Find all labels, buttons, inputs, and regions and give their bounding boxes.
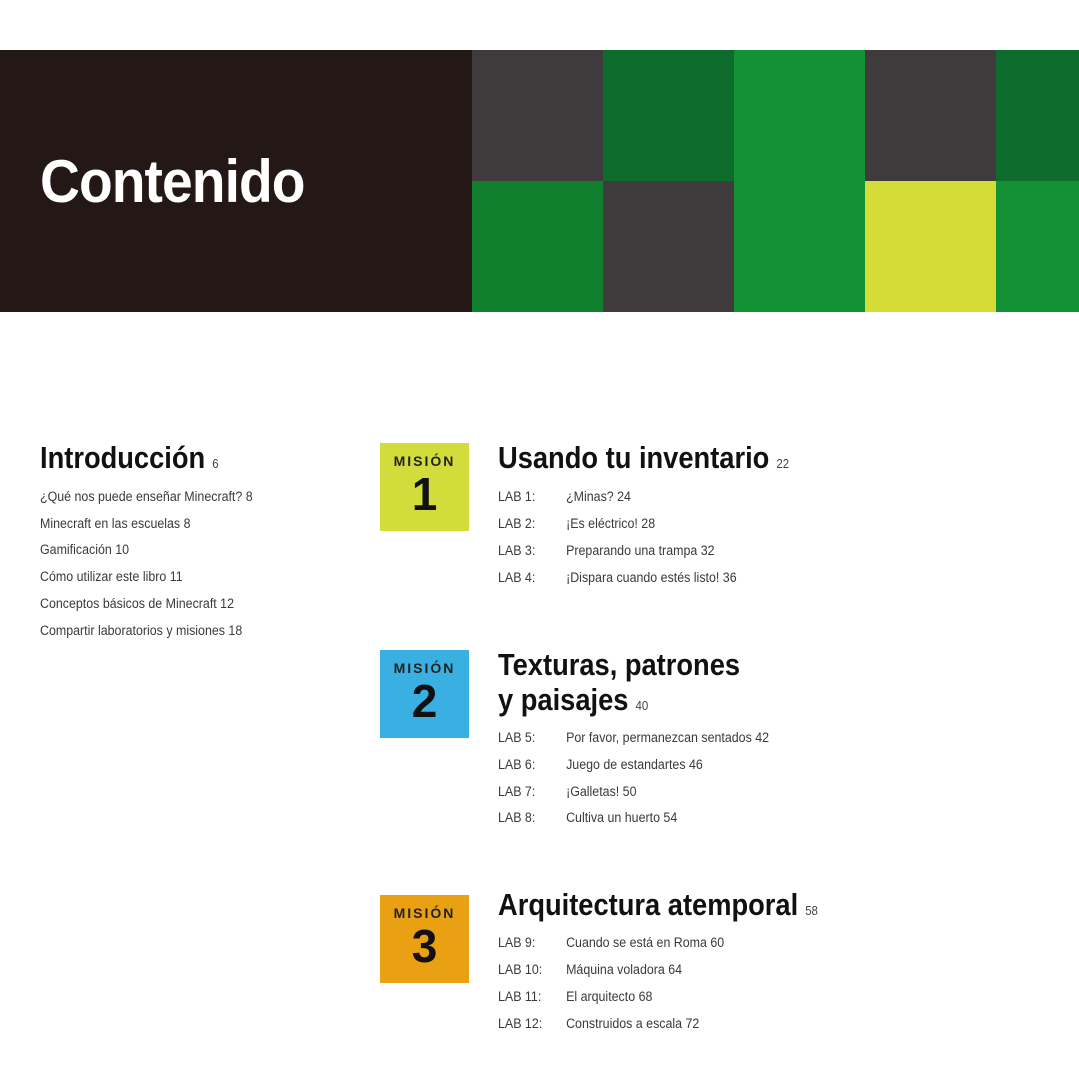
- badge-label: MISIÓN: [393, 660, 456, 676]
- mission-page: 40: [635, 698, 649, 713]
- lab-number: LAB 7:: [498, 784, 536, 799]
- lab-number: LAB 6:: [498, 757, 536, 772]
- pixel-tile: [865, 181, 996, 312]
- lab-title: Cuando se está en Roma 60: [566, 935, 725, 950]
- mission-3-badge: [380, 895, 469, 983]
- lab-number: LAB 4:: [498, 570, 536, 585]
- lab-number: LAB 8:: [498, 810, 536, 825]
- mission-1-badge: [380, 443, 469, 531]
- mission-page: 22: [776, 456, 790, 471]
- mission-1-heading: [498, 440, 789, 482]
- lab-number: LAB 9:: [498, 935, 536, 950]
- mission-title: Usando tu inventario: [498, 440, 770, 475]
- intro-heading: [40, 440, 219, 482]
- lab-item[interactable]: [498, 568, 737, 588]
- lab-title: ¡Galletas! 50: [566, 784, 637, 799]
- lab-title: ¡Es eléctrico! 28: [566, 516, 656, 531]
- pixel-tile: [996, 181, 1079, 312]
- lab-number: LAB 12:: [498, 1016, 543, 1031]
- intro-page: 6: [212, 456, 219, 471]
- toc-item[interactable]: Compartir laboratorios y misiones 18: [40, 623, 243, 638]
- mission-title: Arquitectura atemporal: [498, 887, 799, 922]
- mission-2-heading-line1: Texturas, patrones: [498, 647, 741, 682]
- lab-title: Juego de estandartes 46: [566, 757, 703, 772]
- mission-page: 58: [805, 903, 818, 918]
- pixel-tile: [603, 50, 734, 181]
- lab-title: Máquina voladora 64: [566, 962, 683, 977]
- mission-2-badge: [380, 650, 469, 738]
- lab-title: Construidos a escala 72: [566, 1016, 700, 1031]
- pixel-tile: [472, 50, 603, 181]
- pixel-tile: [996, 50, 1079, 181]
- toc-item[interactable]: Conceptos básicos de Minecraft 12: [40, 596, 235, 611]
- lab-item[interactable]: [498, 987, 652, 1007]
- lab-number: LAB 2:: [498, 516, 536, 531]
- lab-item[interactable]: [498, 514, 655, 534]
- lab-title: Por favor, permanezcan sentados 42: [566, 730, 770, 745]
- lab-number: LAB 3:: [498, 543, 536, 558]
- badge-number: 1: [411, 468, 438, 520]
- lab-title: Cultiva un huerto 54: [566, 810, 678, 825]
- lab-item[interactable]: [498, 487, 631, 507]
- lab-item[interactable]: [498, 960, 682, 980]
- lab-item[interactable]: [498, 808, 677, 828]
- lab-item[interactable]: [498, 755, 703, 775]
- lab-number: LAB 5:: [498, 730, 536, 745]
- toc-item[interactable]: Minecraft en las escuelas 8: [40, 516, 191, 531]
- lab-title: El arquitecto 68: [566, 989, 653, 1004]
- lab-item[interactable]: [498, 933, 724, 953]
- mission-title: y paisajes: [498, 682, 629, 717]
- lab-item[interactable]: [498, 541, 715, 561]
- intro-title: Introducción: [40, 440, 206, 475]
- badge-label: MISIÓN: [393, 905, 456, 921]
- badge-label: MISIÓN: [393, 453, 456, 469]
- lab-item[interactable]: [498, 782, 637, 802]
- lab-number: LAB 1:: [498, 489, 536, 504]
- lab-number: LAB 10:: [498, 962, 543, 977]
- pixel-tile: [865, 50, 996, 181]
- pixel-tile: [603, 181, 734, 312]
- lab-title: ¡Dispara cuando estés listo! 36: [566, 570, 737, 585]
- lab-item[interactable]: [498, 728, 769, 748]
- mission-3-heading: [498, 887, 818, 929]
- pixel-tile: [734, 181, 865, 312]
- lab-title: Preparando una trampa 32: [566, 543, 715, 558]
- lab-number: LAB 11:: [498, 989, 542, 1004]
- pixel-tile: [472, 181, 603, 312]
- toc-item[interactable]: ¿Qué nos puede enseñar Minecraft? 8: [40, 489, 253, 504]
- lab-item[interactable]: [498, 1014, 699, 1034]
- pixel-tile: [734, 50, 865, 181]
- badge-number: 2: [411, 675, 438, 727]
- toc-item[interactable]: Cómo utilizar este libro 11: [40, 569, 183, 584]
- badge-number: 3: [411, 920, 438, 972]
- mission-2-heading-line2: [498, 682, 648, 724]
- lab-title: ¿Minas? 24: [566, 489, 631, 504]
- toc-item[interactable]: Gamificación 10: [40, 542, 130, 557]
- page-title: Contenido: [40, 148, 305, 215]
